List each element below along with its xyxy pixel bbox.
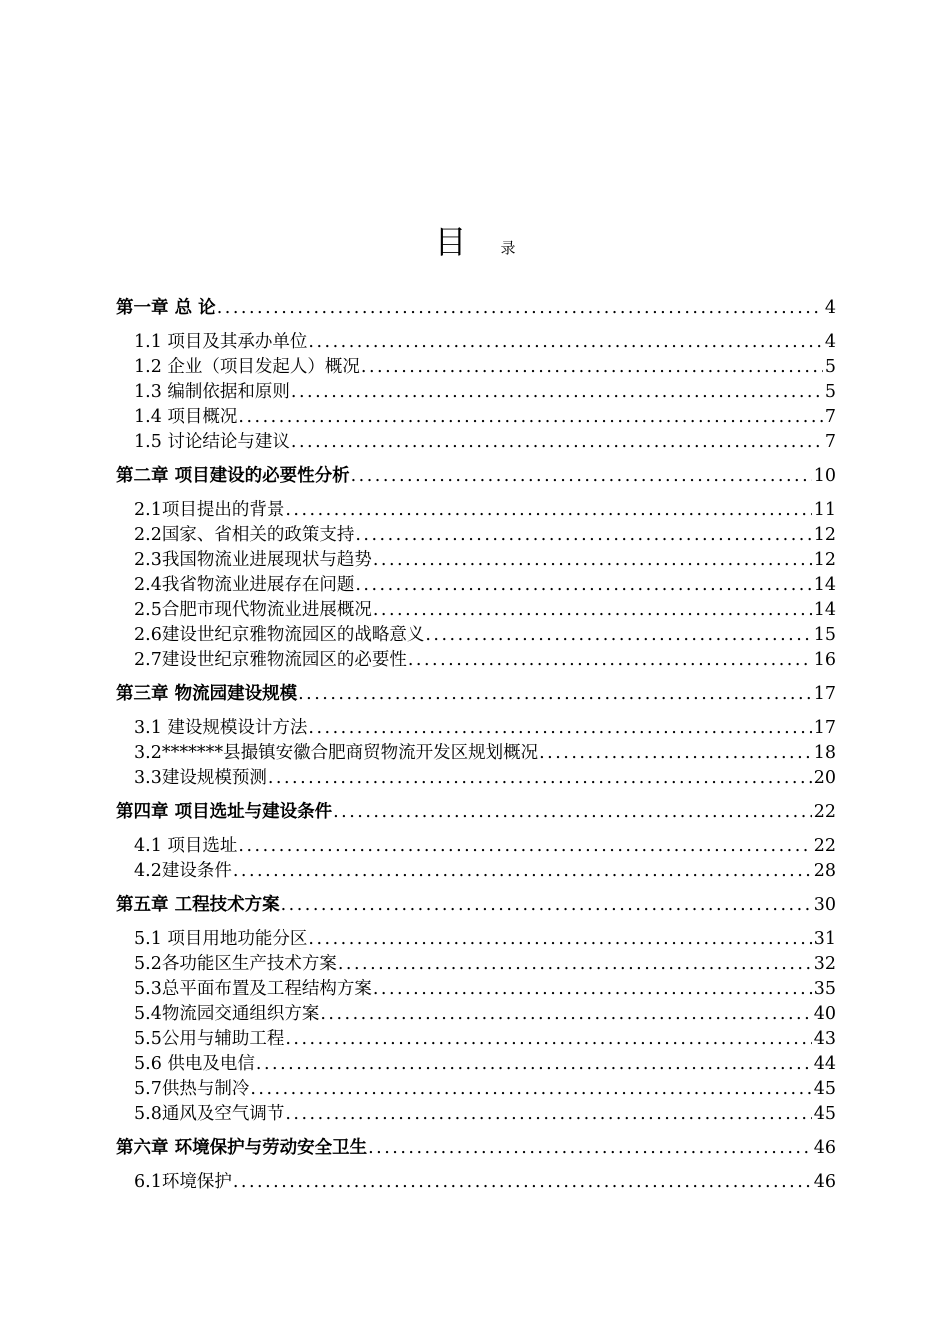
toc-leader-dots	[237, 405, 822, 430]
toc-entry-page-number: 46	[813, 1172, 836, 1192]
toc-entry-page-number: 32	[813, 954, 836, 974]
toc-leader-dots	[290, 380, 823, 405]
toc-entry-page-number: 15	[813, 625, 836, 645]
toc-leader-dots	[337, 952, 812, 977]
toc-entry-label: 5.4物流园交通组织方案	[134, 1004, 320, 1024]
toc-section-entry[interactable]	[116, 1170, 836, 1195]
toc-entry-label: 1.3 编制依据和原则	[134, 382, 290, 402]
toc-entry-page-number: 17	[813, 718, 836, 738]
toc-entry-page-number: 22	[813, 802, 836, 822]
toc-section-entry[interactable]	[116, 573, 836, 598]
toc-section-entry[interactable]	[116, 1027, 836, 1052]
toc-leader-dots	[249, 1077, 811, 1102]
toc-entry-page-number: 45	[813, 1079, 836, 1099]
toc-chapter-entry[interactable]	[116, 893, 836, 918]
toc-leader-dots	[297, 682, 812, 707]
toc-entry-label: 3.3建设规模预测	[134, 768, 267, 788]
toc-leader-dots	[372, 548, 812, 573]
toc-leader-dots	[307, 716, 811, 741]
toc-entry-page-number: 40	[813, 1004, 836, 1024]
toc-leader-dots	[372, 598, 812, 623]
toc-leader-dots	[232, 1170, 812, 1195]
toc-entry-page-number: 11	[813, 500, 836, 520]
toc-entry-label: 5.8通风及空气调节	[134, 1104, 285, 1124]
toc-section-entry[interactable]	[116, 716, 836, 741]
toc-chapter-entry[interactable]	[116, 1136, 836, 1161]
toc-entry-label: 5.6 供电及电信	[134, 1054, 255, 1074]
toc-entry-label: 第三章 物流园建设规模	[116, 684, 298, 704]
toc-section-entry[interactable]	[116, 977, 836, 1002]
toc-entry-page-number: 44	[813, 1054, 836, 1074]
toc-entry-page-number: 12	[813, 550, 836, 570]
toc-section-entry[interactable]	[116, 1077, 836, 1102]
toc-entry-label: 2.6建设世纪京雅物流园区的战略意义	[134, 625, 425, 645]
toc-title-sub: 录	[500, 239, 516, 257]
toc-leader-dots	[284, 498, 811, 523]
table-of-contents	[116, 290, 836, 1195]
toc-leader-dots	[290, 430, 823, 455]
toc-entry-label: 5.5公用与辅助工程	[134, 1029, 285, 1049]
toc-entry-label: 4.1 项目选址	[134, 836, 238, 856]
toc-leader-dots	[267, 766, 812, 791]
toc-leader-dots	[407, 648, 812, 673]
toc-leader-dots	[216, 296, 823, 321]
toc-section-entry[interactable]	[116, 405, 836, 430]
toc-leader-dots	[319, 1002, 811, 1027]
toc-entry-label: 2.5合肥市现代物流业进展概况	[134, 600, 372, 620]
toc-entry-page-number: 46	[813, 1138, 836, 1158]
toc-section-entry[interactable]	[116, 859, 836, 884]
toc-entry-label: 2.4我省物流业进展存在问题	[134, 575, 355, 595]
toc-entry-page-number: 7	[824, 432, 836, 452]
toc-section-entry[interactable]	[116, 927, 836, 952]
toc-section-entry[interactable]	[116, 648, 836, 673]
toc-section-entry[interactable]	[116, 952, 836, 977]
toc-chapter-entry[interactable]	[116, 682, 836, 707]
toc-leader-dots	[332, 800, 812, 825]
toc-entry-page-number: 30	[813, 895, 836, 915]
toc-entry-label: 1.2 企业（项目发起人）概况	[134, 357, 360, 377]
toc-entry-page-number: 35	[813, 979, 836, 999]
toc-entry-page-number: 16	[813, 650, 836, 670]
toc-entry-label: 5.1 项目用地功能分区	[134, 929, 308, 949]
toc-section-entry[interactable]	[116, 741, 836, 766]
toc-entry-page-number: 4	[824, 298, 836, 318]
toc-leader-dots	[360, 355, 823, 380]
toc-section-entry[interactable]	[116, 598, 836, 623]
toc-entry-page-number: 5	[824, 382, 836, 402]
toc-chapter-entry[interactable]	[116, 464, 836, 489]
toc-section-entry[interactable]	[116, 330, 836, 355]
toc-leader-dots	[255, 1052, 812, 1077]
toc-entry-label: 4.2建设条件	[134, 861, 232, 881]
toc-section-entry[interactable]	[116, 1002, 836, 1027]
toc-section-entry[interactable]	[116, 623, 836, 648]
toc-section-entry[interactable]	[116, 498, 836, 523]
toc-leader-dots	[367, 1136, 812, 1161]
toc-entry-label: 6.1环境保护	[134, 1172, 232, 1192]
toc-entry-label: 5.3总平面布置及工程结构方案	[134, 979, 372, 999]
toc-leader-dots	[424, 623, 811, 648]
toc-entry-page-number: 17	[813, 684, 836, 704]
toc-section-entry[interactable]	[116, 430, 836, 455]
toc-section-entry[interactable]	[116, 355, 836, 380]
toc-title	[0, 222, 950, 268]
toc-leader-dots	[280, 893, 812, 918]
toc-section-entry[interactable]	[116, 1052, 836, 1077]
toc-leader-dots	[538, 741, 812, 766]
toc-entry-page-number: 14	[813, 575, 836, 595]
toc-entry-label: 第二章 项目建设的必要性分析	[116, 466, 350, 486]
toc-entry-label: 2.7建设世纪京雅物流园区的必要性	[134, 650, 407, 670]
toc-entry-label: 3.2*******县撮镇安徽合肥商贸物流开发区规划概况	[134, 743, 539, 763]
toc-entry-label: 第六章 环境保护与劳动安全卫生	[116, 1138, 368, 1158]
toc-section-entry[interactable]	[116, 548, 836, 573]
toc-entry-page-number: 45	[813, 1104, 836, 1124]
toc-entry-page-number: 28	[813, 861, 836, 881]
toc-leader-dots	[232, 859, 812, 884]
toc-section-entry[interactable]	[116, 380, 836, 405]
toc-entry-page-number: 4	[824, 332, 836, 352]
toc-entry-label: 5.7供热与制冷	[134, 1079, 250, 1099]
toc-leader-dots	[237, 834, 811, 859]
toc-entry-label: 第四章 项目选址与建设条件	[116, 802, 333, 822]
toc-chapter-entry[interactable]	[116, 296, 836, 321]
toc-entry-label: 第一章 总 论	[116, 298, 216, 318]
toc-leader-dots	[350, 464, 812, 489]
toc-entry-label: 3.1 建设规模设计方法	[134, 718, 308, 738]
toc-entry-page-number: 22	[813, 836, 836, 856]
toc-entry-page-number: 14	[813, 600, 836, 620]
toc-entry-page-number: 20	[813, 768, 836, 788]
toc-entry-page-number: 31	[813, 929, 836, 949]
toc-chapter-entry[interactable]	[116, 800, 836, 825]
toc-entry-label: 1.1 项目及其承办单位	[134, 332, 308, 352]
toc-entry-label: 1.4 项目概况	[134, 407, 238, 427]
toc-leader-dots	[284, 1102, 811, 1127]
toc-entry-page-number: 43	[813, 1029, 836, 1049]
toc-leader-dots	[307, 927, 811, 952]
toc-section-entry[interactable]	[116, 766, 836, 791]
toc-entry-label: 第五章 工程技术方案	[116, 895, 280, 915]
toc-leader-dots	[307, 330, 822, 355]
toc-entry-page-number: 10	[813, 466, 836, 486]
toc-entry-page-number: 7	[824, 407, 836, 427]
toc-entry-label: 5.2各功能区生产技术方案	[134, 954, 337, 974]
toc-entry-label: 2.3我国物流业进展现状与趋势	[134, 550, 372, 570]
toc-title-main: 目	[434, 223, 467, 261]
toc-entry-page-number: 12	[813, 525, 836, 545]
toc-section-entry[interactable]	[116, 1102, 836, 1127]
toc-leader-dots	[372, 977, 812, 1002]
toc-entry-label: 2.1项目提出的背景	[134, 500, 285, 520]
toc-entry-label: 2.2国家、省相关的政策支持	[134, 525, 355, 545]
toc-section-entry[interactable]	[116, 523, 836, 548]
toc-leader-dots	[354, 523, 811, 548]
toc-section-entry[interactable]	[116, 834, 836, 859]
toc-entry-page-number: 18	[813, 743, 836, 763]
toc-entry-label: 1.5 讨论结论与建议	[134, 432, 290, 452]
toc-entry-page-number: 5	[824, 357, 836, 377]
toc-leader-dots	[354, 573, 811, 598]
toc-leader-dots	[284, 1027, 811, 1052]
